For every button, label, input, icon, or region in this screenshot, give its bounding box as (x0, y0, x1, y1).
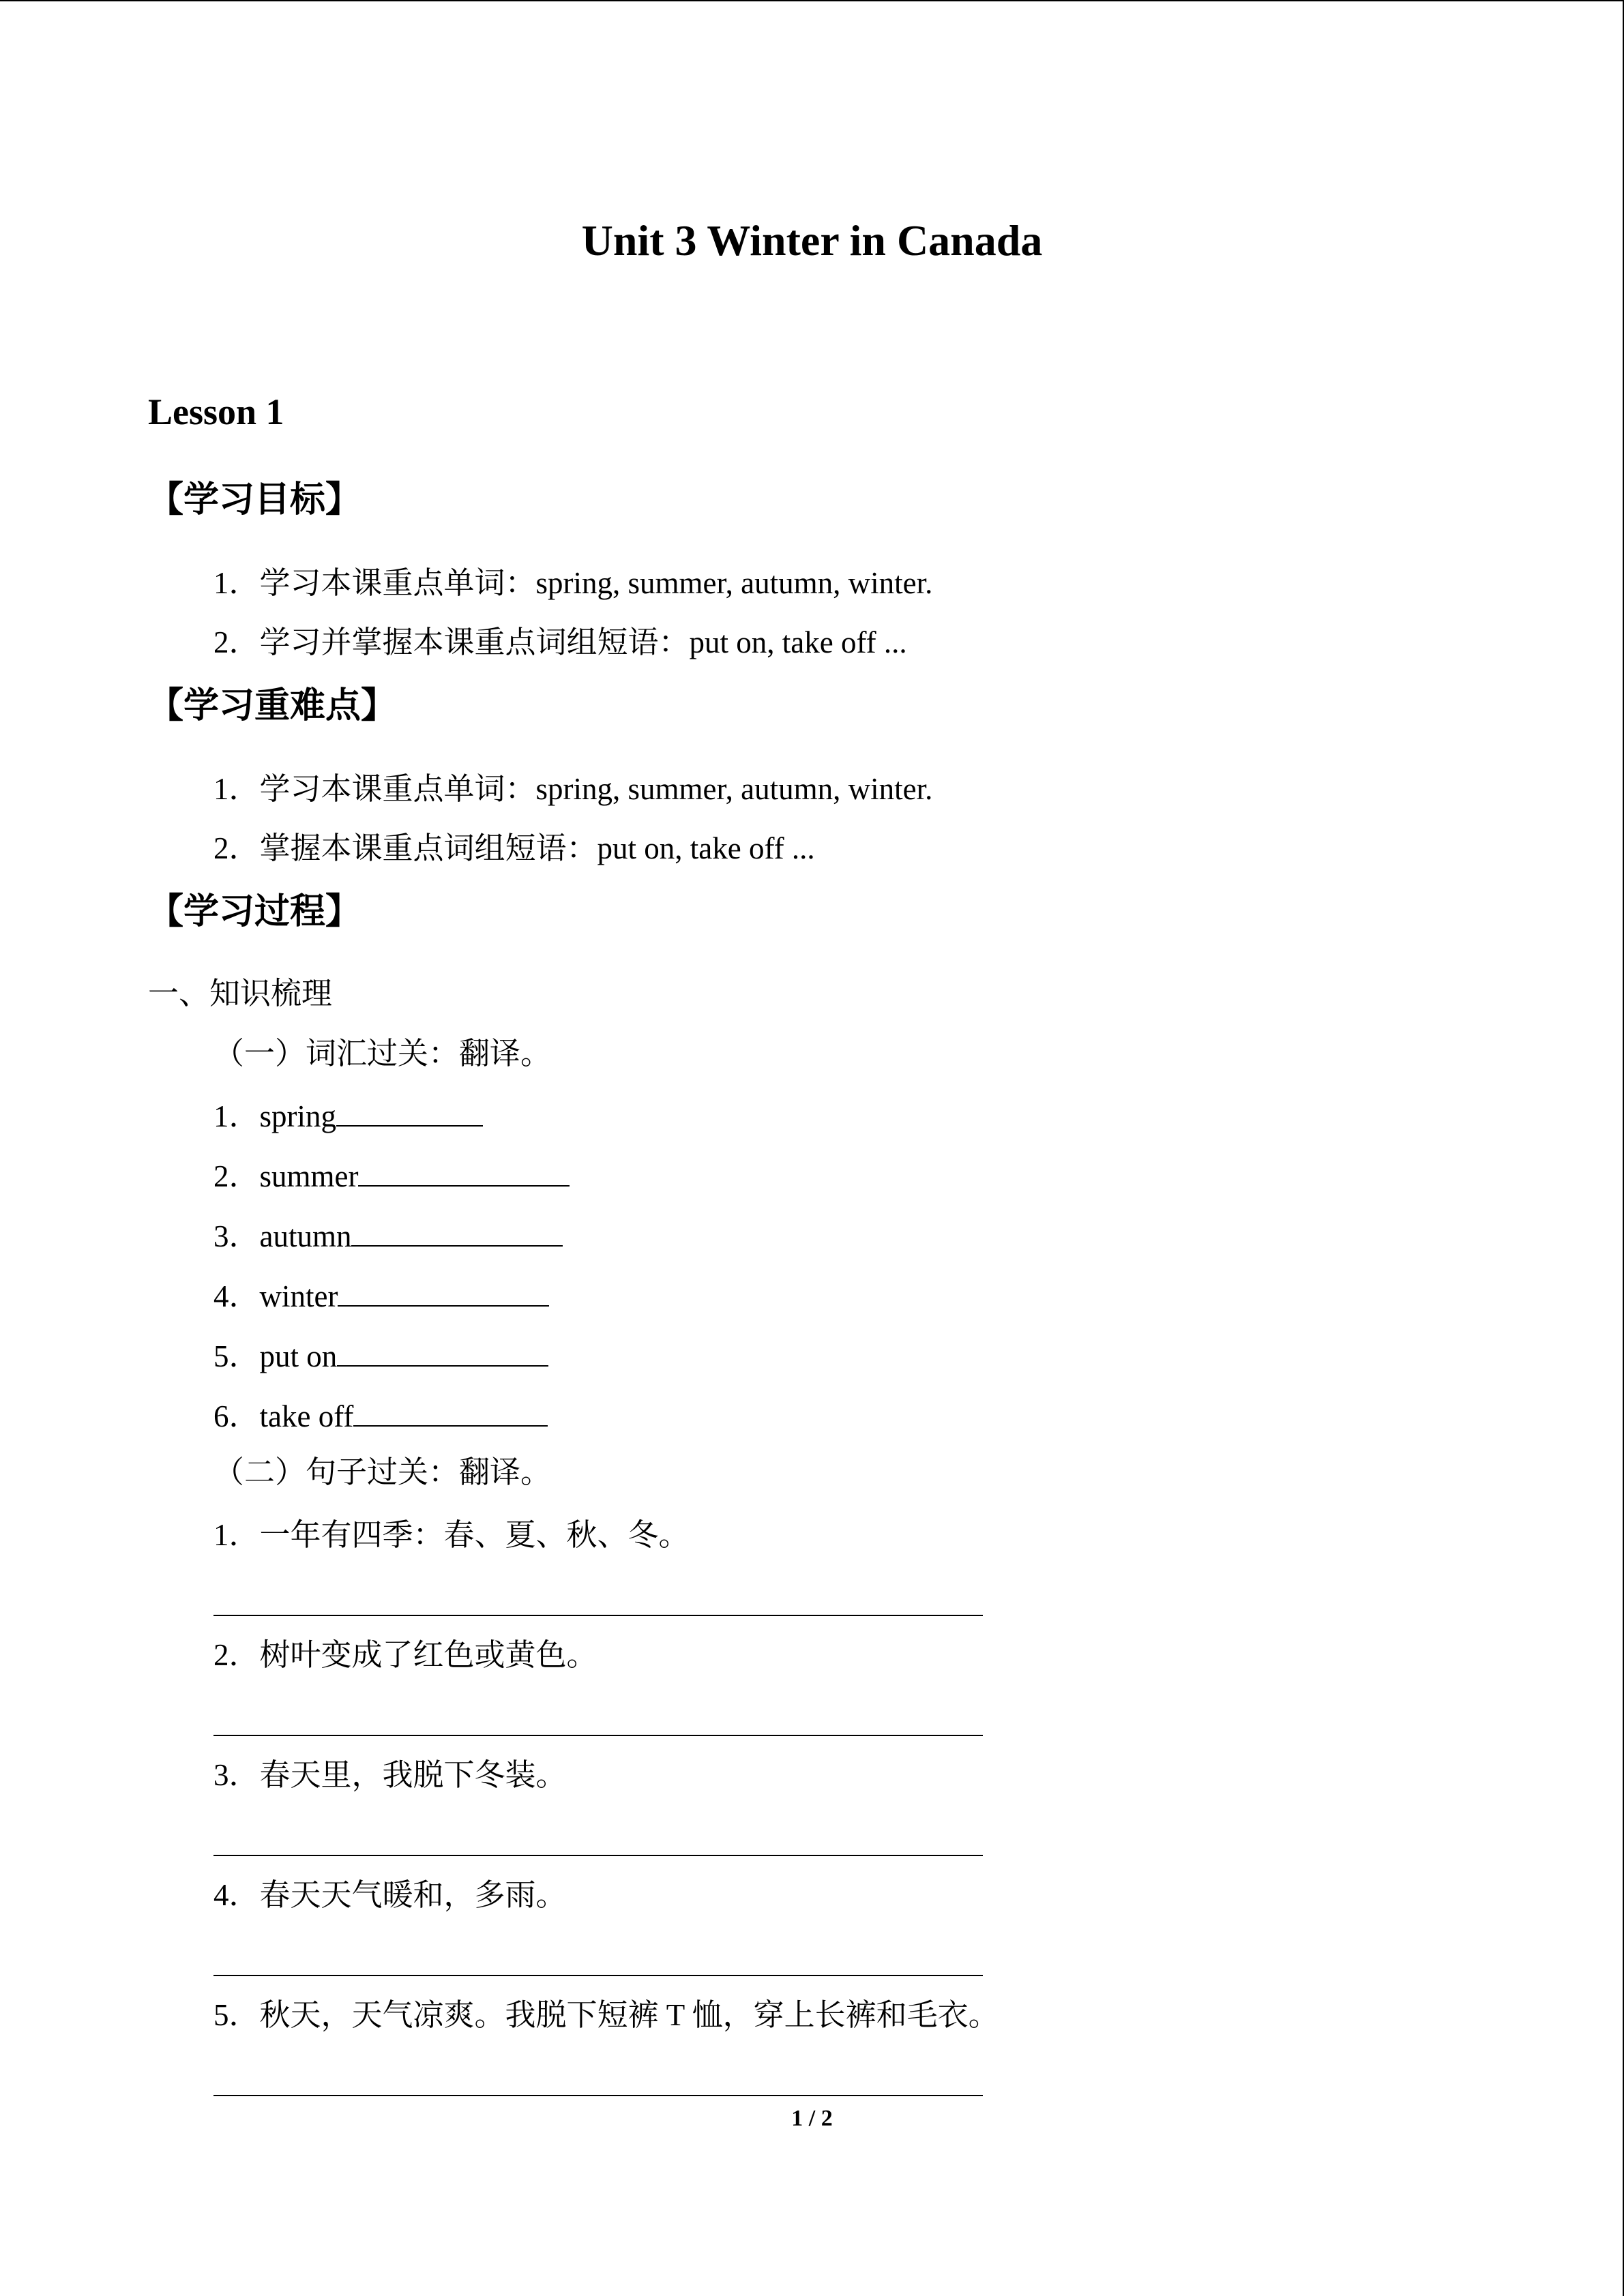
vocab-item-6 (213, 1392, 548, 1440)
vocab-item-4 (213, 1272, 549, 1320)
answer-blank[interactable] (336, 1098, 483, 1127)
answer-blank[interactable] (337, 1338, 548, 1367)
key-point-item-2: 2．掌握本课重点词组短语：put on, take off ... (213, 831, 815, 865)
objective-item-1: 1．学习本课重点单词：spring, summer, autumn, winter. (213, 566, 933, 600)
objectives-heading: 【学习目标】 (148, 479, 361, 520)
objective-item-2: 2．学习并掌握本课重点词组短语：put on, take off ... (213, 625, 907, 659)
vocab-label: 2．summer (213, 1159, 359, 1193)
sentence-item-3: 3．春天里，我脱下冬装。 (213, 1758, 567, 1792)
vocab-heading: （一）词汇过关：翻译。 (213, 1037, 552, 1071)
lesson-heading: Lesson 1 (148, 391, 284, 432)
sentence-item-2: 2．树叶变成了红色或黄色。 (213, 1638, 597, 1672)
vocab-item-3 (213, 1212, 563, 1260)
key-points-heading: 【学习重难点】 (148, 685, 397, 726)
vocab-item-5 (213, 1332, 548, 1380)
key-point-item-1: 1．学习本课重点单词：spring, summer, autumn, winter. (213, 772, 933, 806)
answer-line[interactable] (213, 1855, 983, 1856)
page-title: Unit 3 Winter in Canada (581, 216, 1043, 265)
answer-line[interactable] (213, 1975, 983, 1976)
vocab-label: 5．put on (213, 1339, 338, 1373)
vocab-label: 3．autumn (213, 1219, 352, 1253)
sentences-heading: （二）句子过关：翻译。 (213, 1455, 552, 1489)
process-heading: 【学习过程】 (148, 891, 361, 932)
vocab-item-1 (213, 1092, 483, 1140)
part-one-heading: 一、知识梳理 (148, 976, 333, 1011)
vocab-item-2 (213, 1152, 570, 1200)
page-number: 1 / 2 (791, 2106, 833, 2131)
answer-blank[interactable] (358, 1158, 570, 1187)
sentence-item-4: 4．春天天气暖和，多雨。 (213, 1878, 567, 1912)
answer-blank[interactable] (353, 1398, 548, 1427)
answer-blank[interactable] (338, 1278, 549, 1307)
answer-line[interactable] (213, 1735, 983, 1736)
answer-blank[interactable] (351, 1218, 563, 1247)
sentence-item-1: 1．一年有四季：春、夏、秋、冬。 (213, 1518, 690, 1552)
vocab-label: 1．spring (213, 1099, 337, 1133)
vocab-label: 6．take off (213, 1399, 354, 1433)
answer-line[interactable] (213, 1615, 983, 1616)
sentence-item-5: 5．秋天，天气凉爽。我脱下短裤 T 恤，穿上长裤和毛衣。 (213, 1998, 999, 2032)
answer-line[interactable] (213, 2095, 983, 2096)
vocab-label: 4．winter (213, 1279, 338, 1313)
